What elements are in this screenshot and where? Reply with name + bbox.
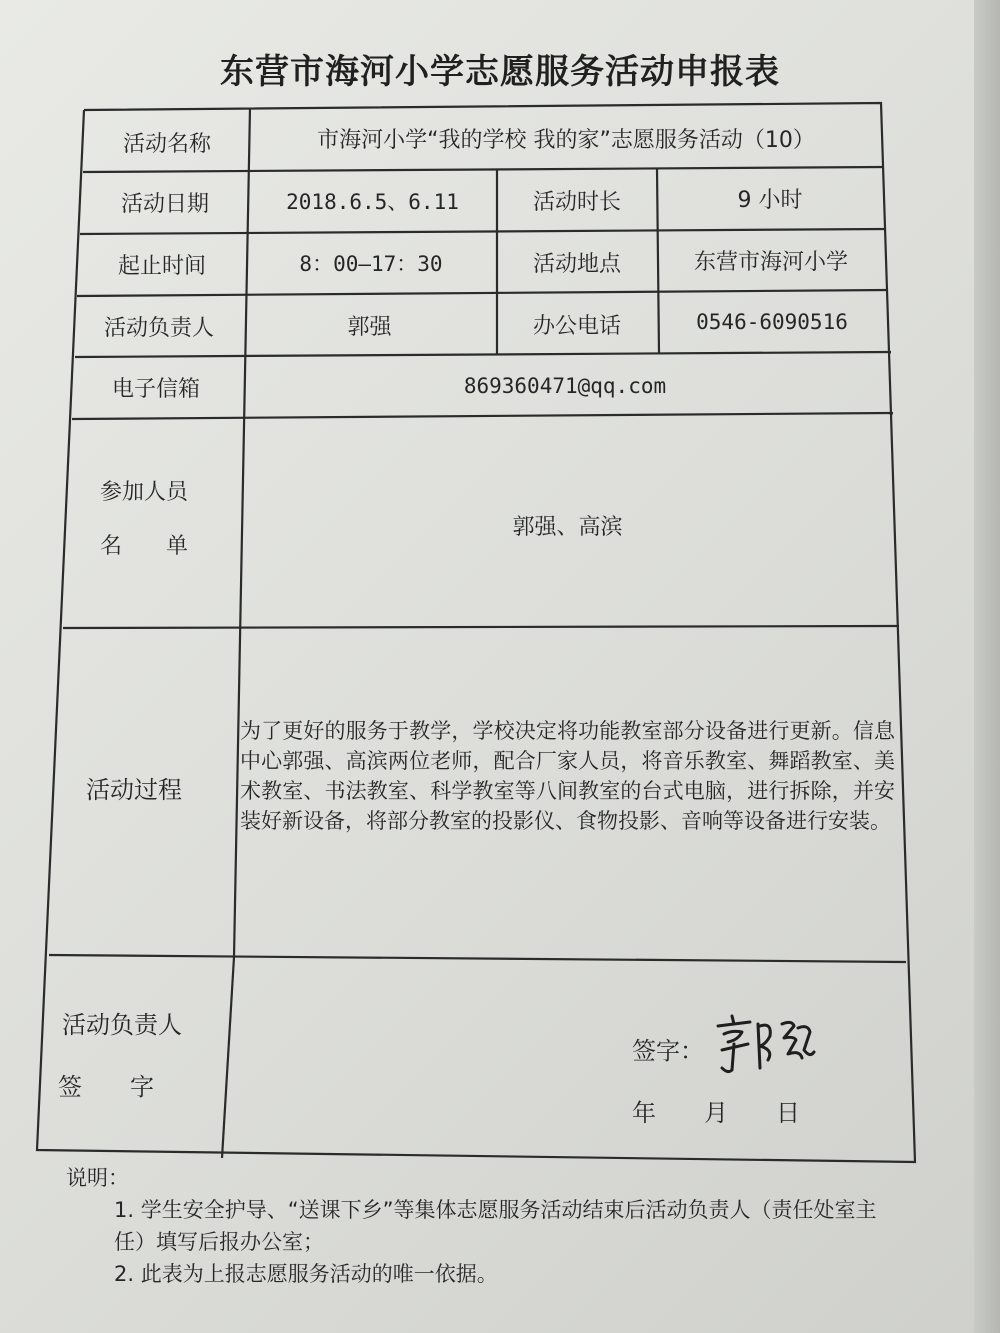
label-process: 活动过程: [86, 776, 182, 804]
value-leader: 郭强: [347, 314, 392, 340]
label-location: 活动地点: [532, 251, 621, 277]
label-signature-line2: 签 字: [58, 1073, 154, 1101]
value-activity-name: 市海河小学“我的学校 我的家”志愿服务活动（10）: [317, 127, 815, 153]
value-activity-date: 2018.6.5、6.11: [286, 190, 459, 214]
label-activity-date: 活动日期: [120, 191, 209, 217]
sign-label: 签字：: [632, 1037, 704, 1065]
value-activity-duration: 9 小时: [737, 187, 803, 213]
label-activity-duration: 活动时长: [532, 189, 621, 215]
notes-heading: 说明：: [66, 1166, 129, 1190]
label-participants-line1: 参加人员: [100, 480, 189, 505]
label-office-phone: 办公电话: [532, 313, 621, 339]
form-title: 东营市海河小学志愿服务活动申报表: [220, 52, 780, 92]
value-time-range: 8：00—17：30: [299, 252, 443, 276]
value-participants: 郭强、高滨: [512, 514, 623, 540]
notes-section: [66, 1162, 886, 1290]
value-process: 为了更好的服务于教学，学校决定将功能教室部分设备进行更新。信息中心郭强、高滨两位老师，配合厂家人员，将音乐教室、舞蹈教室、美术教室、书法教室、科学教室等八间教室的台式电脑，进行拆除，并安装好新设备，将部分教室的投影仪、食物投影、音响等设备进行安装。: [240, 719, 895, 833]
notes-item-2: 2. 此表为上报志愿服务活动的唯一依据。: [114, 1262, 498, 1286]
label-email: 电子信箱: [111, 376, 200, 402]
label-time-range: 起止时间: [117, 253, 206, 279]
label-signature-line1: 活动负责人: [62, 1011, 182, 1039]
label-activity-name: 活动名称: [122, 131, 211, 157]
date-label: 年 月 日: [632, 1099, 800, 1127]
label-participants-line2: 名 单: [100, 534, 189, 559]
value-email: 869360471@qq.com: [463, 374, 667, 398]
label-leader: 活动负责人: [103, 315, 214, 341]
notes-item-1: 1. 学生安全护导、“送课下乡”等集体志愿服务活动结束后活动负责人（责任处室主任）填写后报办公室；: [114, 1198, 877, 1254]
handwritten-signature: [710, 1010, 820, 1080]
value-location: 东营市海河小学: [693, 249, 848, 275]
value-office-phone: 0546-6090516: [696, 310, 848, 334]
